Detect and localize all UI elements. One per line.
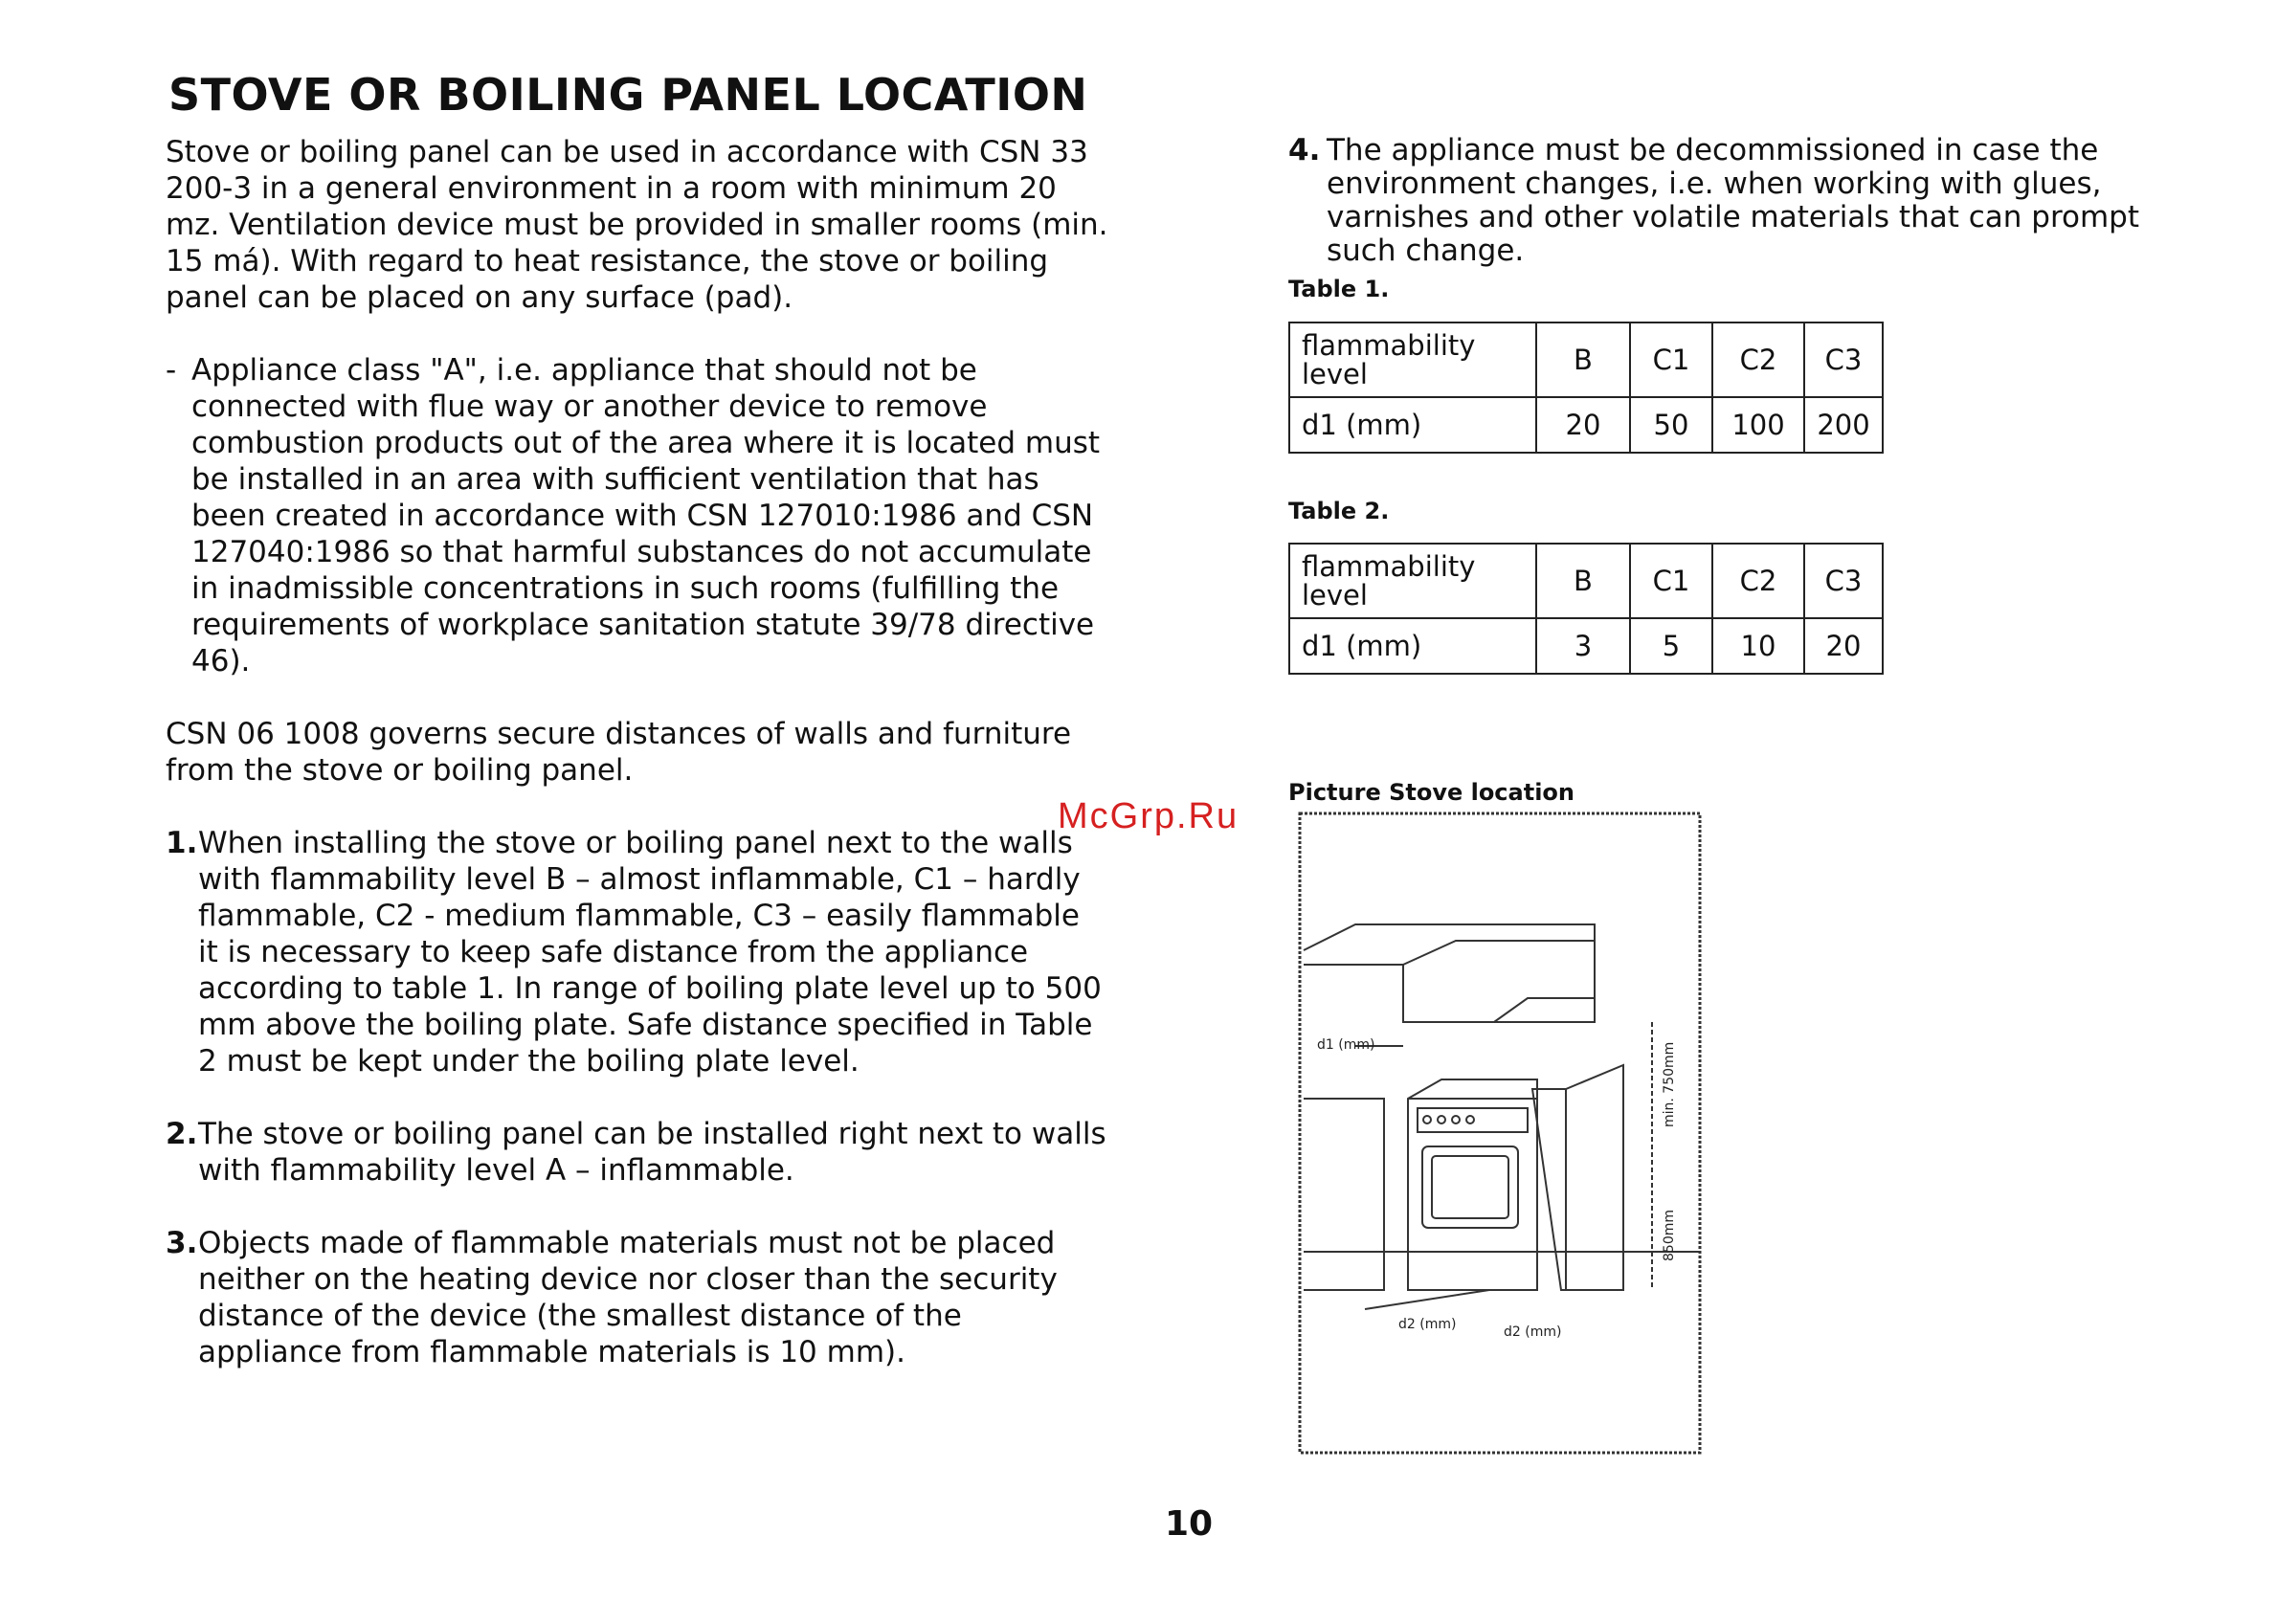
picture-label: Picture Stove location [1288,779,1575,806]
left-cabinet [1304,1099,1384,1290]
right-cabinet [1532,1065,1623,1290]
table-cell: 20 [1804,618,1883,674]
table-cell: 200 [1804,397,1883,453]
item-text: The stove or boiling panel can be installed right next to walls with flammability level A – inflammable. [198,1117,1106,1188]
page-title: STOVE OR BOILING PANEL LOCATION [168,69,1088,121]
stove-height-label: 850mm [1662,1210,1677,1261]
table-cell: C2 [1712,323,1804,397]
watermark: McGrp.Ru [1058,796,1240,836]
table-cell: 50 [1630,397,1712,453]
appliance-class-item [166,352,1108,679]
item-number: 1. [166,826,198,860]
d2-label: d2 (mm) [1398,1317,1457,1332]
table-cell: 5 [1630,618,1712,674]
stove-knob [1423,1116,1431,1123]
table-cell: B [1536,323,1630,397]
table1-label: Table 1. [1288,276,1390,302]
list-item-1 [166,825,1108,1079]
csn-paragraph: CSN 06 1008 governs secure distances of walls and furniture from the stove or boiling panel. [166,717,1072,788]
min-height-label: min. 750mm [1662,1041,1677,1127]
stove-location-diagram [1298,812,1705,1457]
table-cell: flammability level [1289,323,1536,397]
appliance-class-text: Appliance class "A", i.e. appliance that should not be connected with flue way or another device to remove combustion products out of the area where it is located must be installed in an area with sufficient ventilation that has been created in accordance with CSN 127010:1986 and CSN 127040:1986 so that harmful substances do not accumulate in inadmissible concentrations in such rooms (fulfilling the requirements of workplace sanitation statute 39/78 directive 46). [191,353,1101,679]
list-item-2 [166,1116,1108,1189]
table-cell: 3 [1536,618,1630,674]
item-number: 3. [166,1226,198,1260]
table-row [1289,397,1883,453]
table-cell: 20 [1536,397,1630,453]
table-row [1289,323,1883,397]
item-text: Objects made of flammable materials must not be placed neither on the heating device nor closer than the security distance of the device (the smallest distance of the appliance from flammable materials is 10 mm). [198,1226,1058,1369]
table-row [1289,618,1883,674]
list-item-3 [166,1225,1108,1370]
stove-knob [1438,1116,1445,1123]
intro-paragraph: Stove or boiling panel can be used in accordance with CSN 33 200-3 in a general environment in a room with minimum 20 mz. Ventilation device must be provided in smaller rooms (min. 15 má). With regard to heat resistance, the stove or boiling panel can be placed on any surface (pad). [166,135,1108,315]
table2-label: Table 2. [1288,498,1390,524]
d2-label: d2 (mm) [1504,1324,1562,1340]
d1-label: d1 (mm) [1317,1037,1375,1053]
table-cell: C1 [1630,323,1712,397]
table-cell: C3 [1804,544,1883,618]
item-number: 4. [1288,133,1321,167]
d2-dimension [1365,1290,1489,1309]
table-cell: d1 (mm) [1289,397,1536,453]
table1 [1288,322,1884,454]
upper-cabinet [1304,924,1595,1022]
left-column [166,134,1108,1407]
item-text: When installing the stove or boiling panel next to the walls with flammability level B – almost inflammable, C1 – hardly flammable, C2 - medium flammable, C3 – easily flammable it is necessary to keep safe distance from the appliance according to table 1. In range of boiling plate level up to 500 mm above the boiling plate. Safe distance specified in Table 2 must be kept under the boiling plate level. [198,826,1102,1079]
table-cell: flammability level [1289,544,1536,618]
table-cell: 100 [1712,397,1804,453]
table-row [1289,544,1883,618]
table-cell: 10 [1712,618,1804,674]
table-cell: C3 [1804,323,1883,397]
table-cell: C1 [1630,544,1712,618]
table-cell: B [1536,544,1630,618]
item-number: 2. [166,1117,198,1151]
stove-knob [1452,1116,1460,1123]
list-item-4 [1288,134,2140,268]
table-cell: d1 (mm) [1289,618,1536,674]
table-cell: C2 [1712,544,1804,618]
oven-door [1422,1146,1518,1228]
item-text: The appliance must be decommissioned in case the environment changes, i.e. when working with glues, varnishes and other volatile materials that can prompt such change. [1327,133,2140,268]
page-number: 10 [1165,1504,1214,1544]
dash-bullet: - [166,353,177,388]
table2 [1288,543,1884,675]
oven-window [1432,1156,1508,1218]
stove-knob [1466,1116,1474,1123]
stove-control-panel [1418,1108,1528,1132]
